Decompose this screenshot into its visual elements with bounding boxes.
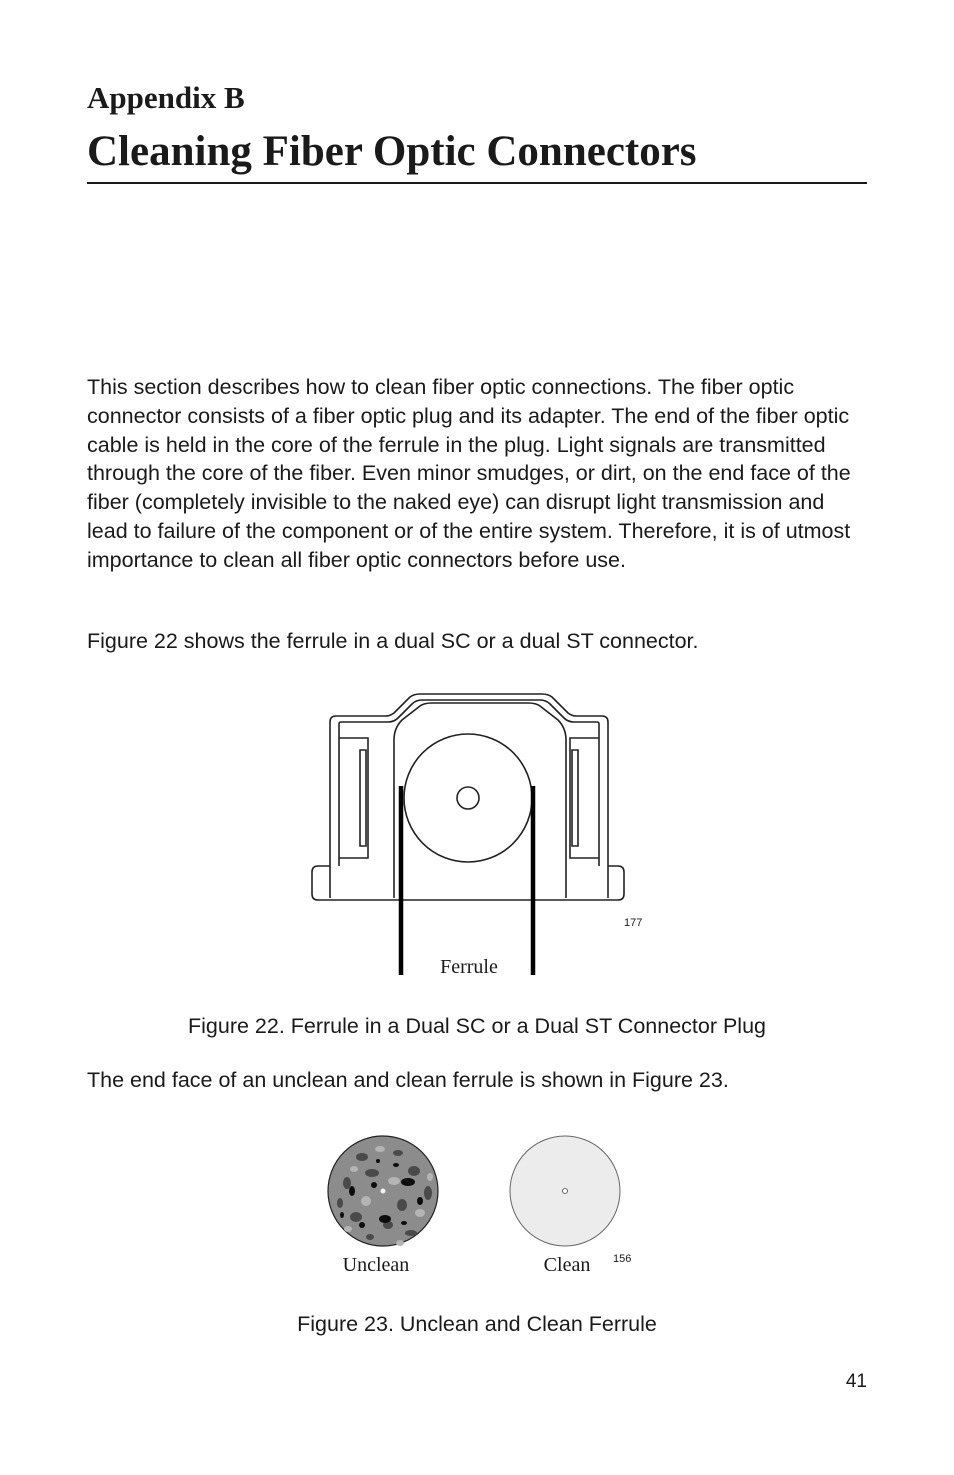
ferrule-end-faces-diagram xyxy=(310,1125,650,1285)
connector-plug-diagram xyxy=(290,680,660,980)
intro-paragraph: This section describes how to clean fiber optic connections. The fiber optic connector consists of a fiber optic plug and its adapter. The end of the fiber optic cable is held in the core of the ferrule in the plug. Light signals are transmitted through the core of the fiber. Even minor smudges, or dirt, on the end face of the fiber (completely invisible to the naked eye) can disrupt light transmission and lead to failure of the component or of the entire system. Therefore, it is of utmost importance to clean all fiber optic connectors before use. xyxy=(87,375,851,572)
page-number: 41 xyxy=(845,1371,867,1392)
unclean-label: Unclean xyxy=(342,1254,410,1276)
unclean-ferrule-face xyxy=(328,1136,438,1246)
figure23-intro: The end face of an unclean and clean ferrule is shown in Figure 23. xyxy=(87,1068,729,1092)
figure23-caption: Figure 23. Unclean and Clean Ferrule xyxy=(297,1312,657,1336)
clean-label: Clean xyxy=(543,1254,591,1276)
figure22-intro: Figure 22 shows the ferrule in a dual SC or a dual ST connector. xyxy=(87,629,699,653)
appendix-label: Appendix B xyxy=(87,80,245,115)
figure23-art-number: 156 xyxy=(613,1253,632,1265)
title-divider xyxy=(87,182,867,184)
ferrule-label: Ferrule xyxy=(440,956,498,978)
figure22-caption: Figure 22. Ferrule in a Dual SC or a Dual ST Connector Plug xyxy=(188,1014,766,1038)
chapter-title: Cleaning Fiber Optic Connectors xyxy=(87,128,697,175)
figure22-art-number: 177 xyxy=(624,917,643,929)
clean-ferrule-face xyxy=(510,1136,620,1246)
